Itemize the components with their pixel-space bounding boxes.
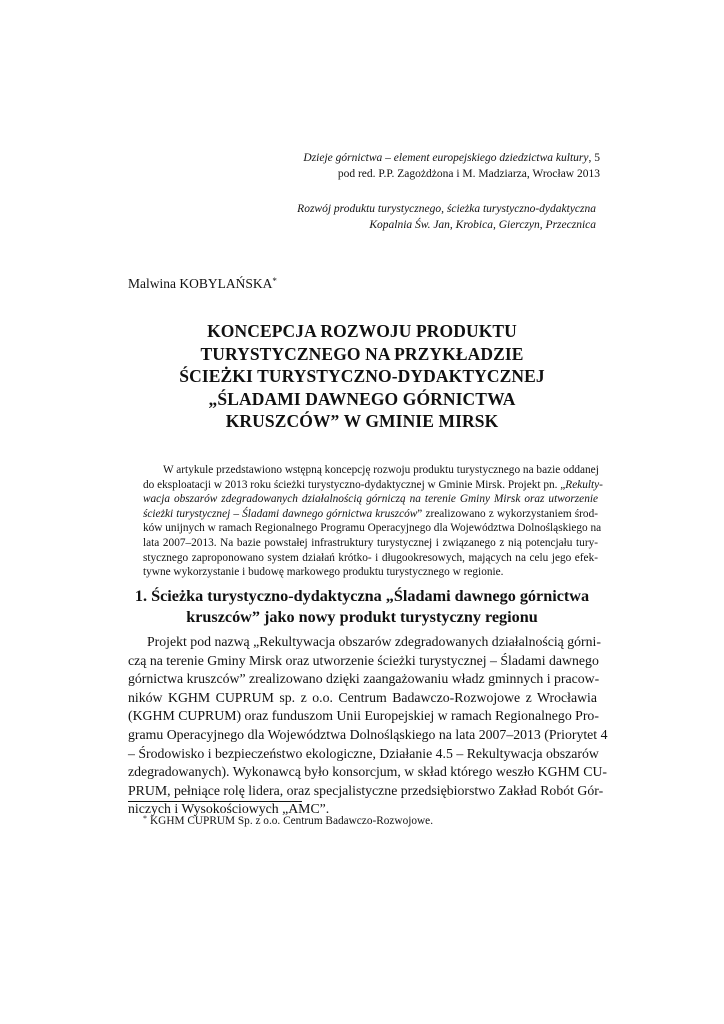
abstract-line: ków unijnych w ramach Regionalnego Programu Operacyjnego dla Województwa Dolnośląskiego na [143, 522, 602, 535]
abstract [143, 463, 603, 580]
footnote [143, 814, 433, 828]
body-line: górnictwa kruszców” zrealizowano dzięki zaangażowaniu władz gminnych i pracow- [128, 671, 600, 687]
body-line: – Środowisko i bezpieczeństwo ekologiczne, Działanie 4.5 – Rekultywacja obszarów [128, 745, 599, 761]
body-line: gramu Operacyjnego dla Województwa Dolnośląskiego na lata 2007–2013 (Priorytet 4 [128, 726, 608, 742]
author [128, 276, 277, 292]
series-volume: , 5 [588, 152, 600, 164]
abstract-italic: Rekulty- [565, 478, 603, 491]
section-heading-line-2: kruszców” jako nowy produkt turystyczny regionu [186, 608, 538, 626]
abstract-line [143, 478, 603, 493]
chapter-keywords-line-2: Kopalnia Św. Jan, Krobica, Gierczyn, Przecznica [369, 219, 596, 231]
body-line: zdegradowanych). Wykonawcą było konsorcjum, w skład którego weszło KGHM CU- [128, 764, 608, 780]
series-title: Dzieje górnictwa – element europejskiego dziedzictwa kultury [303, 152, 589, 164]
title-line: ŚCIEŻKI TURYSTYCZNO-DYDAKTYCZNEJ [179, 366, 545, 386]
series-line [100, 150, 600, 166]
abstract-italic: ścieżki turystycznej – Śladami dawnego górnictwa kruszców [143, 507, 418, 520]
body-line: ników KGHM CUPRUM sp. z o.o. Centrum Badawczo-Rozwojowe z Wrocławia [128, 689, 597, 705]
abstract-line: W artykule przedstawiono wstępną koncepcję rozwoju produktu turystycznego na bazie oddanej [163, 464, 599, 476]
body-line: Projekt pod nazwą „Rekultywacja obszarów zdegradowanych działalnością górni- [147, 634, 601, 649]
title-line: „ŚLADAMI DAWNEGO GÓRNICTWA [208, 388, 516, 409]
editors-line: pod red. P.P. Zagożdżona i M. Madziarza, Wrocław 2013 [337, 168, 600, 180]
footnote-divider [128, 801, 302, 802]
chapter-keywords-line-1: Rozwój produktu turystycznego, ścieżka turystyczno-dydaktyczna [297, 203, 596, 215]
abstract-italic: wacja obszarów zdegradowanych działalnością górniczą na terenie Gminy Mirsk oraz utworzenie [143, 493, 598, 506]
footnote-text: KGHM CUPRUM Sp. z o.o. Centrum Badawczo-Rozwojowe. [150, 815, 434, 827]
abstract-line: lata 2007–2013. Na bazie powstałej infrastruktury turystycznej i związanego z nią potencjału tury- [143, 536, 598, 549]
author-name: Malwina KOBYLAŃSKA [128, 276, 273, 291]
chapter-keywords [96, 201, 596, 233]
body-line: niczych i Wysokościowych „AMC”. [128, 801, 330, 817]
author-footnote-mark: * [272, 276, 277, 286]
abstract-line [143, 492, 598, 507]
title-line: KRUSZCÓW” W GMINIE MIRSK [225, 411, 499, 431]
abstract-line [143, 507, 598, 522]
abstract-line: tywne wykorzystanie i budowę markowego produktu turystycznego w regionie. [143, 566, 504, 579]
body-paragraph [128, 633, 608, 819]
footnote-mark: * [143, 814, 147, 823]
body-line: czą na terenie Gminy Mirsk oraz utworzenie ścieżki turystycznej – Śladami dawnego [128, 652, 599, 668]
paper-title [128, 320, 596, 433]
abstract-text: ” zrealizowano z wykorzystaniem środ- [417, 507, 598, 520]
title-line: TURYSTYCZNEGO NA PRZYKŁADZIE [200, 343, 524, 364]
section-heading [128, 586, 596, 628]
abstract-text: do eksploatacji w 2013 roku ścieżki turystyczno-dydaktycznej w Gminie Mirsk. Projekt pn. „ [143, 478, 566, 491]
section-heading-line-1: 1. Ścieżka turystyczno-dydaktyczna „Śladami dawnego górnictwa [134, 587, 590, 605]
body-line: (KGHM CUPRUM) oraz funduszom Unii Europejskiej w ramach Regionalnego Pro- [128, 708, 599, 724]
title-line: KONCEPCJA ROZWOJU PRODUKTU [207, 321, 517, 341]
body-line: PRUM, pełniące rolę lidera, oraz specjalistyczne przedsiębiorstwo Zakład Robót Gór- [128, 782, 604, 798]
running-header [100, 150, 600, 182]
abstract-line: stycznego zaproponowano system działań krótko- i długookresowych, mających na celu jego efek- [143, 551, 598, 564]
